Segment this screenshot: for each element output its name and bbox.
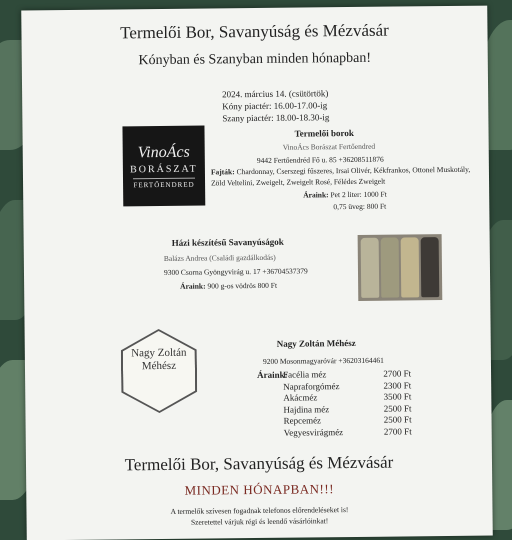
- honey-heading: Nagy Zoltán Méhész: [276, 337, 356, 349]
- footer-note-welcome: Szeretettel várjuk régi és leendő vásárlóinkat!: [190, 516, 329, 527]
- pickle-price-label: Áraink:: [180, 281, 206, 291]
- market-flyer: [21, 6, 493, 540]
- honey-price: 3500 Ft: [383, 391, 412, 402]
- event-date: 2024. március 14. (csütörtök): [222, 88, 329, 100]
- honey-name: Hajdina méz: [283, 403, 330, 415]
- winery-logo-name: VinoÁcs: [137, 143, 190, 161]
- wine-price1-line: [303, 189, 387, 201]
- honey-price: 2500 Ft: [383, 414, 412, 425]
- wine-varieties: [211, 164, 481, 189]
- wine-price2: 0,75 üveg: 800 Ft: [333, 201, 387, 212]
- honey-price: 2500 Ft: [383, 402, 412, 414]
- wine-price1: Pet 2 liter: 1000 Ft: [330, 189, 387, 200]
- pickle-jars-photo: [358, 234, 443, 301]
- footer-every-month: MINDEN HÓNAPBAN!!!: [184, 481, 335, 498]
- honey-price: 2700 Ft: [383, 368, 412, 379]
- honey-price: 2700 Ft: [383, 425, 412, 437]
- pickle-address: 9300 Csorna Gyöngyvirág u. 17 +36704537379: [163, 266, 308, 277]
- szany-schedule: Szany piactér: 18.00-18.30-ig: [222, 112, 330, 124]
- honey-price-table: [283, 368, 412, 438]
- honey-price-label: Áraink:: [257, 369, 288, 381]
- honey-name: Repceméz: [283, 415, 322, 426]
- footer-note-preorder: A termelők szívesen fogadnak telefonos előrendeléseket is!: [170, 505, 349, 516]
- pickle-heading: Házi készítésű Savanyúságok: [171, 236, 284, 248]
- flyer-title: Termelői Bor, Savanyúság és Mézvásár: [120, 20, 389, 43]
- honey-row: [284, 426, 412, 439]
- honey-name: Akácméz: [283, 392, 318, 403]
- wine-address: 9442 Fertőendréd Fő u. 85 +36208511876: [256, 154, 384, 165]
- beekeeper-logo-text: [123, 347, 195, 374]
- honey-price: 2300 Ft: [383, 379, 412, 391]
- wine-varieties-list: Chardonnay, Cserszegi fűszeres, Irsai Olivér, Kékfrankos, Ottonel Muskotály, Zöld Veltelini, Zweigelt, Zweigelt Rosé, Félédes Zweigelt: [211, 164, 471, 188]
- winery-logo-place: FERTŐENDRED: [133, 177, 194, 189]
- beekeeper-logo-role: Méhész: [141, 359, 177, 373]
- honey-name: Facélia méz: [283, 369, 327, 380]
- wine-heading: Termelői borok: [294, 127, 354, 139]
- kony-schedule: Kóny piactér: 16.00-17.00-ig: [222, 100, 328, 112]
- winery-logo-borászat: BORÁSZAT: [130, 163, 198, 175]
- winery-logo: [122, 126, 205, 207]
- pickle-producer: Balázs Andrea (Családi gazdálkodás): [163, 252, 276, 263]
- wine-varieties-label: Fajták:: [210, 167, 235, 177]
- pickle-price-line: [180, 280, 277, 292]
- pickle-price: 900 g-os vödrös 800 Ft: [207, 280, 278, 291]
- honey-name: Napraforgóméz: [283, 380, 340, 392]
- flyer-subtitle: Kónyban és Szanyban minden hónapban!: [138, 50, 372, 69]
- wine-price-label: Áraink:: [303, 190, 329, 200]
- honey-address: 9200 Mosonmagyaróvár +36203164461: [262, 355, 384, 366]
- wine-producer: VinoÁcs Borászat Fertőendred: [282, 141, 376, 152]
- beekeeper-logo-name: Nagy Zoltán: [131, 346, 187, 360]
- footer-title: Termelői Bor, Savanyúság és Mézvásár: [124, 452, 394, 475]
- honey-name: Vegyesvirágméz: [283, 426, 344, 438]
